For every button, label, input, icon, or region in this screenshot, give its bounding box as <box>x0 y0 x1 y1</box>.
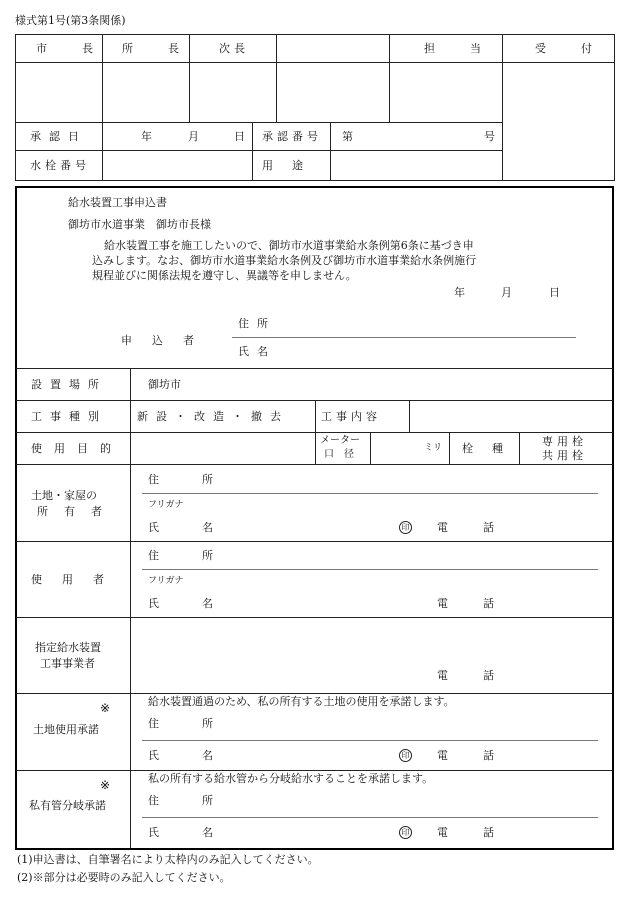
branch-text: 私の所有する給水管から分岐給水することを承諾します。 <box>148 772 434 785</box>
work-type-label: 工事種別 <box>31 410 107 423</box>
application-title: 給水装置工事申込書 <box>68 196 167 209</box>
header-director: 所 長 <box>122 42 191 55</box>
branch-label: 私有管分岐承諾 <box>29 799 106 812</box>
staff-stamp-box[interactable] <box>390 63 502 122</box>
approval-day: 日 <box>234 130 245 143</box>
note-1: (1)申込書は、自筆署名により太枠内のみ記入してください。 <box>17 853 319 866</box>
deputy-stamp-box[interactable] <box>190 63 276 122</box>
branch-address-label: 住 所 <box>148 794 229 807</box>
purpose-label: 使用目的 <box>31 442 123 455</box>
approval-no-prefix: 第 <box>342 130 353 143</box>
user-address-label: 住 所 <box>148 549 229 562</box>
header-staff: 担 当 <box>424 42 493 55</box>
header-deputy: 次長 <box>219 42 249 55</box>
addressee: 御坊市水道事業 御坊市長様 <box>68 218 211 231</box>
body-line-3: 規程並びに関係法規を遵守し、異議等を申しません。 <box>92 269 357 282</box>
mayor-stamp-box[interactable] <box>16 63 102 122</box>
contractor-phone-label: 電 話 <box>437 669 506 682</box>
approval-no-label: 承認番号 <box>262 130 322 143</box>
applicant-address-label: 住所 <box>238 317 276 330</box>
date-month: 月 <box>501 286 512 299</box>
owner-name-label: 氏 名 <box>148 521 229 534</box>
form-id: 様式第1号(第3条関係) <box>15 14 126 27</box>
work-type-options[interactable]: 新設・改造・撤去 <box>137 410 289 423</box>
user-label: 使用者 <box>31 573 124 586</box>
use-label: 用 途 <box>262 159 307 172</box>
director-stamp-box[interactable] <box>103 63 189 122</box>
body-line-1: 給水装置工事を施工したいので、御坊市水道事業給水条例第6条に基づき申 <box>104 239 474 252</box>
land-use-seal-icon: 印 <box>399 749 412 762</box>
header-reception: 受 付 <box>535 42 604 55</box>
owner-label-1: 土地・家屋の <box>31 489 97 502</box>
reception-stamp-box[interactable] <box>503 63 614 180</box>
contractor-field[interactable] <box>131 618 612 668</box>
user-furigana-label: フリガナ <box>148 576 184 586</box>
land-use-mark: ※ <box>100 701 111 715</box>
hydrant-no-field[interactable] <box>103 151 252 180</box>
land-use-label: 土地使用承諾 <box>33 723 99 736</box>
applicant-name-label: 氏名 <box>238 345 276 358</box>
approval-no-suffix: 号 <box>484 130 495 143</box>
owner-address-label: 住 所 <box>148 473 229 486</box>
branch-name-label: 氏 名 <box>148 826 229 839</box>
exclusive-tap-option[interactable]: 専用栓 <box>542 435 587 448</box>
land-use-text: 給水装置通過のため、私の所有する土地の使用を承諾します。 <box>148 695 455 708</box>
land-use-phone-label: 電 話 <box>437 749 506 762</box>
meter-label-1: メーター <box>320 435 360 446</box>
approval-date-label: 承認日 <box>30 130 87 143</box>
location-value[interactable]: 御坊市 <box>148 378 181 391</box>
work-content-field[interactable] <box>410 401 612 432</box>
branch-seal-icon: 印 <box>399 826 412 839</box>
user-name-label: 氏 名 <box>148 597 229 610</box>
approval-month: 月 <box>188 130 199 143</box>
contractor-label-1: 指定給水装置 <box>35 641 101 654</box>
user-phone-label: 電 話 <box>437 597 506 610</box>
owner-seal-icon: 印 <box>399 521 412 534</box>
meter-label-2: 口 径 <box>324 449 354 460</box>
land-use-address-label: 住 所 <box>148 717 229 730</box>
use-field[interactable] <box>331 151 502 180</box>
shared-tap-option[interactable]: 共用栓 <box>542 449 587 462</box>
purpose-field[interactable] <box>131 433 315 464</box>
owner-label-2: 所有者 <box>37 505 118 518</box>
date-day: 日 <box>549 286 560 299</box>
owner-furigana-label: フリガナ <box>148 500 184 510</box>
land-use-name-label: 氏 名 <box>148 749 229 762</box>
note-2: (2)※部分は必要時のみ記入してください。 <box>17 871 231 884</box>
contractor-label-2: 工事事業者 <box>40 657 95 670</box>
header-mayor: 市 長 <box>36 42 105 55</box>
tap-type-label: 栓 種 <box>462 442 507 455</box>
hydrant-no-label: 水栓番号 <box>30 159 90 172</box>
branch-phone-label: 電 話 <box>437 826 506 839</box>
location-label: 設置場所 <box>31 378 107 391</box>
owner-phone-label: 電 話 <box>437 521 506 534</box>
applicant-name-field[interactable] <box>280 340 576 364</box>
work-content-label: 工事内容 <box>321 410 381 423</box>
date-year: 年 <box>454 286 465 299</box>
branch-mark: ※ <box>100 778 111 792</box>
applicant-address-field[interactable] <box>280 312 576 336</box>
body-line-2: 込みします。なお、御坊市水道事業給水条例及び御坊市水道事業給水条例施行 <box>92 254 477 267</box>
applicant-label: 申込者 <box>121 334 214 347</box>
meter-mm-unit: ミリ <box>424 443 443 453</box>
approval-year: 年 <box>141 130 152 143</box>
